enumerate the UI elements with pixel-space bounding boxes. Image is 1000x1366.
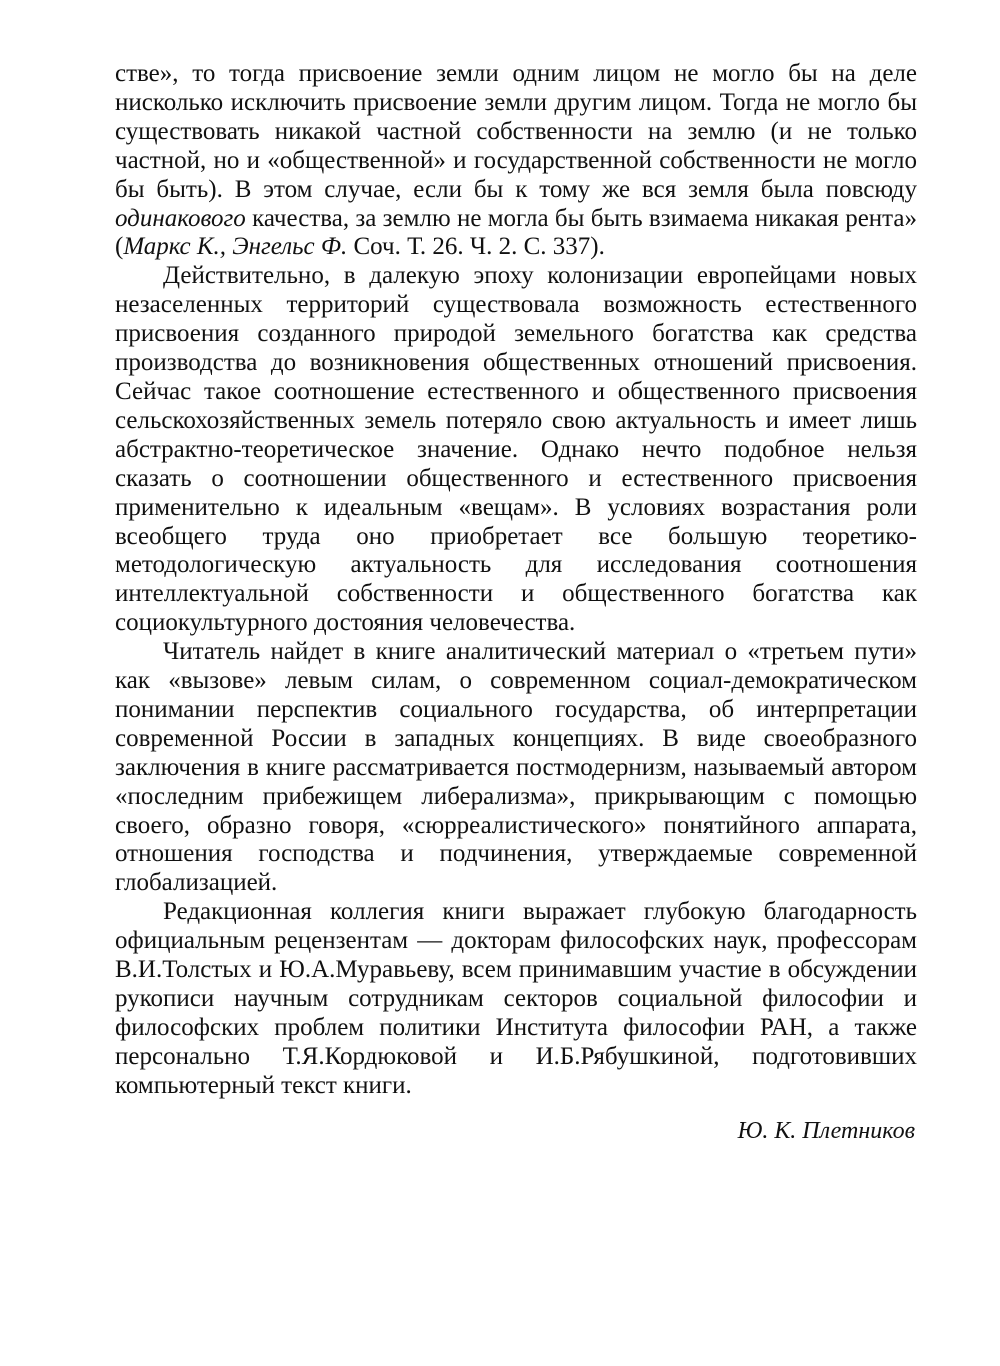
paragraph-acknowledgements: Редакционная коллегия книги выражает глубокую благодарность официальным рецензентам — докторам философских наук, профессорам В.И.Толстых и Ю.А.Муравьеву, всем принимавшим участие в обсуждении рукописи научным сотрудникам секторов социальной философии и философских проблем политики Института философии РАН, а также персонально Т.Я.Кордюковой и И.Б.Рябушкиной, подготовивших компьютерный текст книги. xyxy=(115,898,917,1099)
author-signature: Ю. К. Плетников xyxy=(737,1117,915,1144)
citation-source: Соч. Т. 26. Ч. 2. С. 337). xyxy=(347,233,605,261)
citation-authors: Маркс К., Энгельс Ф. xyxy=(123,233,348,261)
document-page xyxy=(115,60,917,1146)
quote-text-start: стве», то тогда присвоение земли одним лицом не могло бы на деле нисколько исключить присвоение земли другим лицом. Тогда не могло бы существовать никакой частной собственности на землю (и не только частной, но и «общественной» и государственной собственности не могло бы быть). В этом случае, если бы к тому же вся земля была повсюду xyxy=(115,60,917,203)
paragraph-book-content: Читатель найдет в книге аналитический материал о «третьем пути» как «вызове» левым силам, о современном социал-демократическом понимании перспектив социального государства, об интерпретации современной России в западных концепциях. В виде своеобразного заключения в книге рассматривается постмодернизм, называемый автором «последним прибежищем либерализма», прикрывающим с помощью своего, образно говоря, «сюрреалистического» понятийного аппарата, отношения господства и подчинения, утверждаемые современной глобализацией. xyxy=(115,638,917,897)
paragraph-colonization: Действительно, в далекую эпоху колонизации европейцами новых незаселенных территорий существовала возможность естественного присвоения созданного природой земельного богатства как средства производства до возникновения общественных отношений присвоения. Сейчас такое соотношение естественного и общественного присвоения сельскохозяйственных земель потеряло свою актуальность и имеет лишь абстрактно-теоретическое значение. Однако нечто подобное нельзя сказать о соотношении общественного и естественного присвоения применительно к идеальным «вещам». В условиях возрастания роли всеобщего труда оно приобретает все большую теоретико-методологическую актуальность для исследования соотношения интеллектуальной собственности и общественного богатства как социокультурного достояния человечества. xyxy=(115,262,917,637)
paragraph-quote-continuation xyxy=(115,60,917,262)
quote-emphasis: одинакового xyxy=(115,204,246,232)
quote-text-middle: качества, за землю не могла бы быть взимаема никакая рента» ( xyxy=(115,204,917,261)
